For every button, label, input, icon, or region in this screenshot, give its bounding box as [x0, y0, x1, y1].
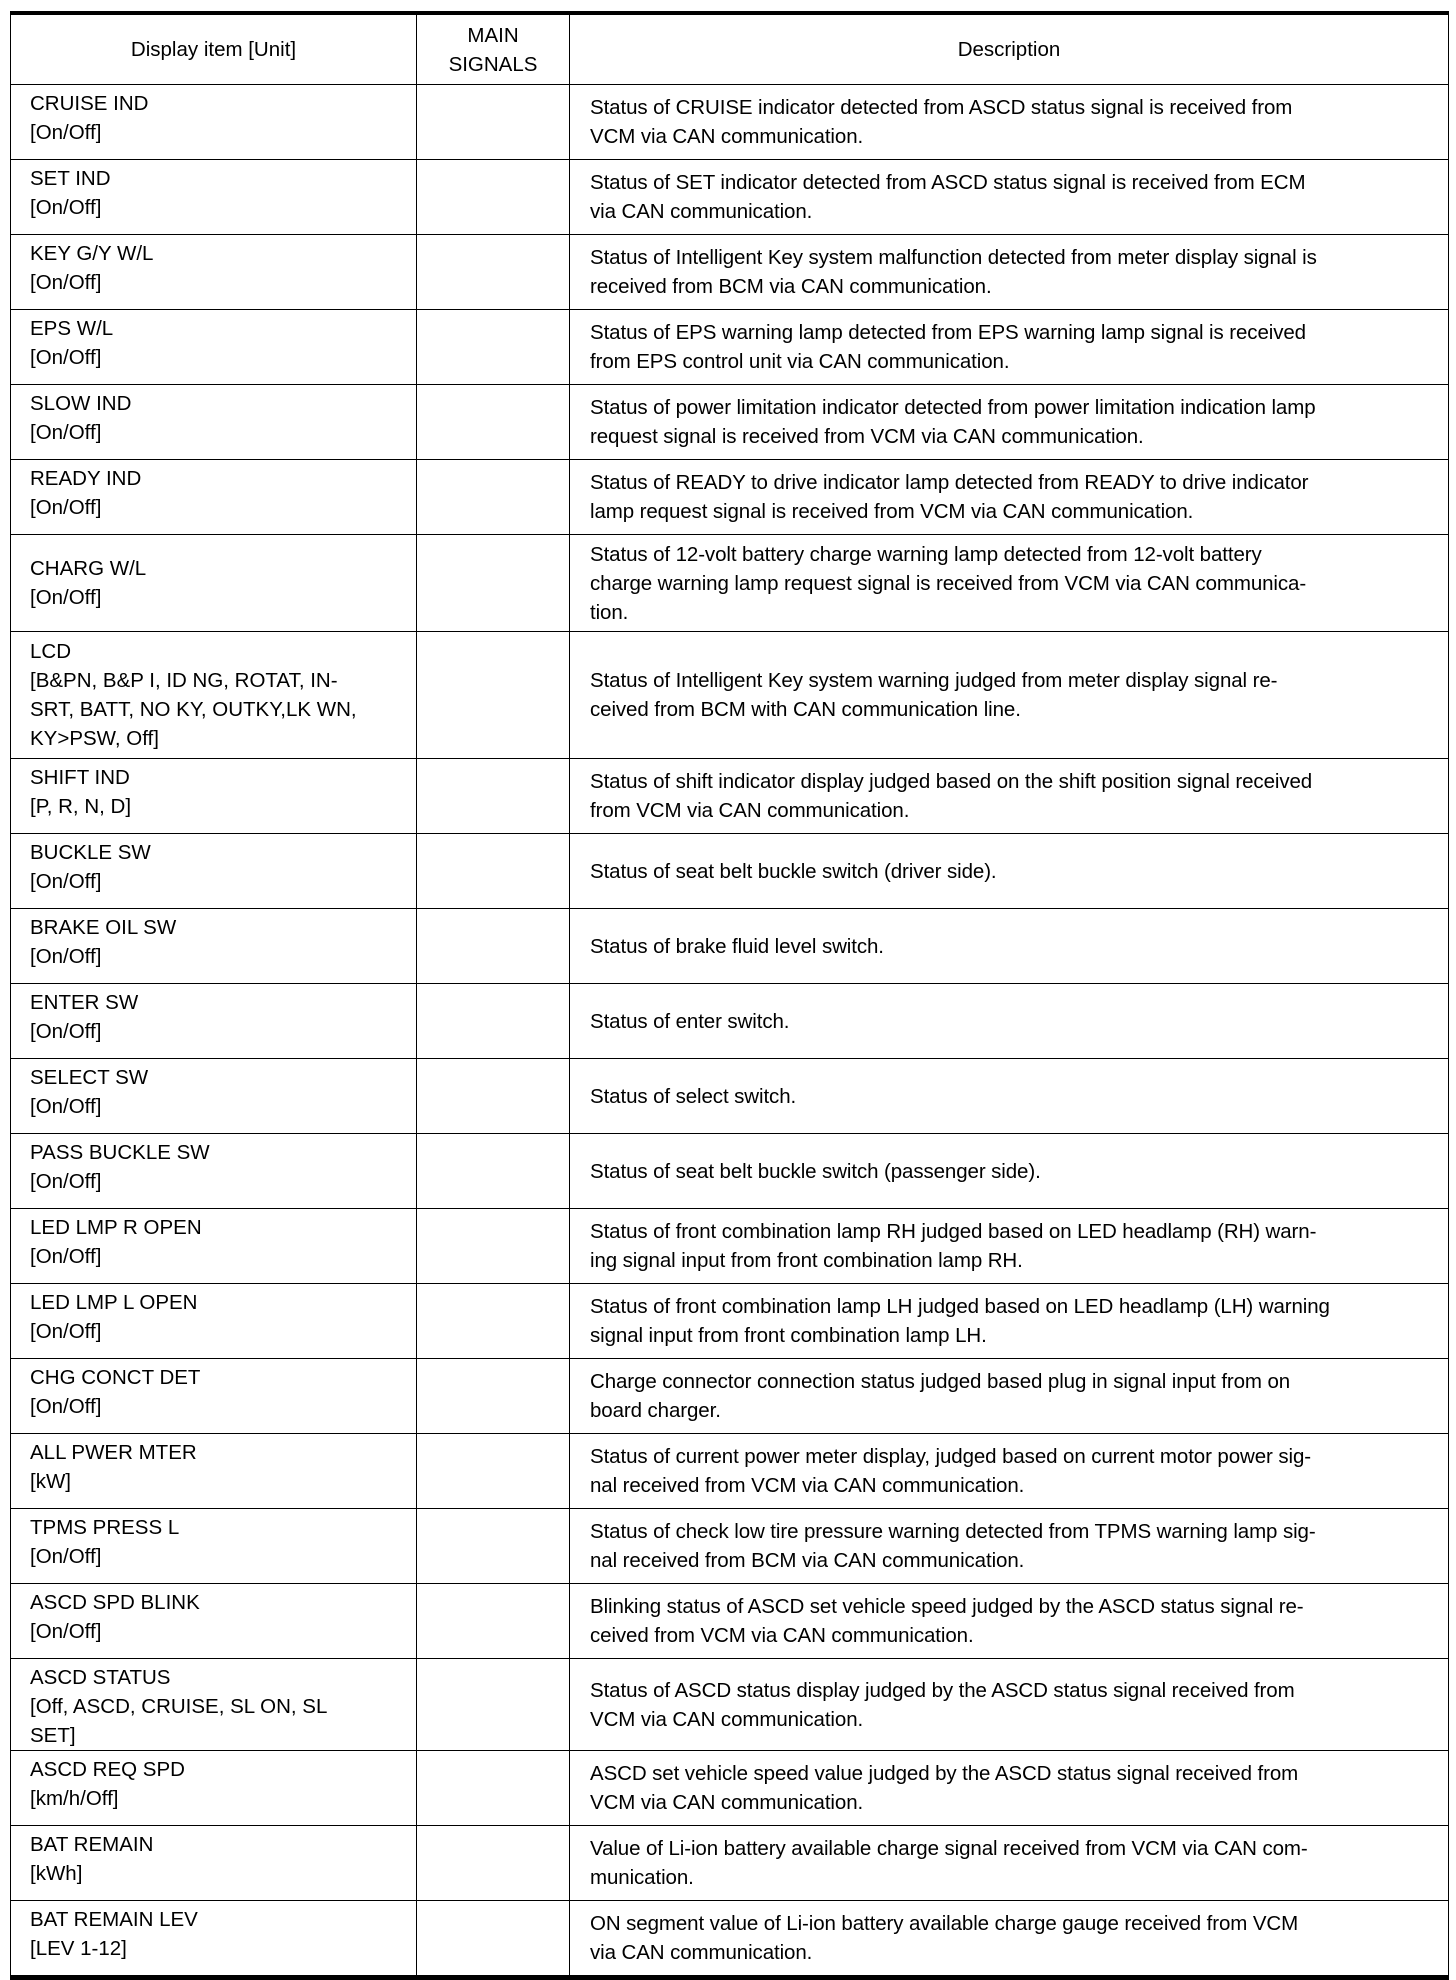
description-cell: Value of Li-ion battery available charge signal received from VCM via CAN com- munication.	[570, 1826, 1449, 1901]
table-header-row	[11, 13, 1449, 85]
header-description: Description	[570, 13, 1449, 85]
display-item-cell: LCD [B&PN, B&P I, ID NG, ROTAT, IN- SRT, BATT, NO KY, OUTKY,LK WN, KY>PSW, Off]	[11, 632, 417, 759]
description-cell: Status of Intelligent Key system malfunction detected from meter display signal is received from BCM via CAN communication.	[570, 235, 1449, 310]
table-row	[11, 1751, 1449, 1826]
main-signals-cell	[417, 535, 570, 632]
description-cell: ASCD set vehicle speed value judged by the ASCD status signal received from VCM via CAN communication.	[570, 1751, 1449, 1826]
main-signals-cell	[417, 632, 570, 759]
main-signals-cell	[417, 1359, 570, 1434]
table-row	[11, 1359, 1449, 1434]
display-item-cell: TPMS PRESS L [On/Off]	[11, 1509, 417, 1584]
main-signals-cell	[417, 1751, 570, 1826]
display-item-cell: ASCD REQ SPD [km/h/Off]	[11, 1751, 417, 1826]
description-cell: Charge connector connection status judged based plug in signal input from on board charger.	[570, 1359, 1449, 1434]
display-item-cell: EPS W/L [On/Off]	[11, 310, 417, 385]
main-signals-cell	[417, 235, 570, 310]
description-cell: Status of enter switch.	[570, 984, 1449, 1059]
table-row	[11, 834, 1449, 909]
main-signals-cell	[417, 460, 570, 535]
display-item-cell: KEY G/Y W/L [On/Off]	[11, 235, 417, 310]
table-row	[11, 1134, 1449, 1209]
table-row	[11, 1584, 1449, 1659]
description-cell: Status of ASCD status display judged by the ASCD status signal received from VCM via CAN communication.	[570, 1659, 1449, 1751]
main-signals-cell	[417, 1659, 570, 1751]
display-item-cell: ALL PWER MTER [kW]	[11, 1434, 417, 1509]
display-item-cell: BUCKLE SW [On/Off]	[11, 834, 417, 909]
display-item-cell: SHIFT IND [P, R, N, D]	[11, 759, 417, 834]
table-row	[11, 1509, 1449, 1584]
table-row	[11, 385, 1449, 460]
main-signals-cell	[417, 85, 570, 160]
display-item-cell: BAT REMAIN LEV [LEV 1-12]	[11, 1901, 417, 1978]
table-row	[11, 1901, 1449, 1978]
description-cell: Status of Intelligent Key system warning judged from meter display signal re- ceived from BCM with CAN communication line.	[570, 632, 1449, 759]
table-row	[11, 1434, 1449, 1509]
description-cell: Status of check low tire pressure warning detected from TPMS warning lamp sig- nal received from BCM via CAN communication.	[570, 1509, 1449, 1584]
description-cell: Status of power limitation indicator detected from power limitation indication lamp request signal is received from VCM via CAN communication.	[570, 385, 1449, 460]
table-row	[11, 235, 1449, 310]
display-item-cell: BRAKE OIL SW [On/Off]	[11, 909, 417, 984]
description-cell: Status of SET indicator detected from ASCD status signal is received from ECM via CAN communication.	[570, 160, 1449, 235]
description-cell: Status of current power meter display, judged based on current motor power sig- nal received from VCM via CAN communication.	[570, 1434, 1449, 1509]
header-main-signals: MAIN SIGNALS	[417, 13, 570, 85]
main-signals-cell	[417, 834, 570, 909]
display-item-cell: ENTER SW [On/Off]	[11, 984, 417, 1059]
display-item-cell: CHG CONCT DET [On/Off]	[11, 1359, 417, 1434]
display-item-cell: BAT REMAIN [kWh]	[11, 1826, 417, 1901]
description-cell: Status of CRUISE indicator detected from ASCD status signal is received from VCM via CAN communication.	[570, 85, 1449, 160]
table-row	[11, 1284, 1449, 1359]
description-cell: Status of READY to drive indicator lamp detected from READY to drive indicator lamp request signal is received from VCM via CAN communication.	[570, 460, 1449, 535]
description-cell: ON segment value of Li-ion battery available charge gauge received from VCM via CAN communication.	[570, 1901, 1449, 1978]
table-row	[11, 632, 1449, 759]
display-item-cell: SET IND [On/Off]	[11, 160, 417, 235]
table-row	[11, 85, 1449, 160]
table-row	[11, 310, 1449, 385]
table-row	[11, 1209, 1449, 1284]
description-cell: Status of 12-volt battery charge warning lamp detected from 12-volt battery charge warning lamp request signal is received from VCM via CAN communica- tion.	[570, 535, 1449, 632]
display-item-cell: PASS BUCKLE SW [On/Off]	[11, 1134, 417, 1209]
table-row	[11, 1826, 1449, 1901]
main-signals-cell	[417, 1284, 570, 1359]
table-row	[11, 759, 1449, 834]
main-signals-cell	[417, 1509, 570, 1584]
main-signals-cell	[417, 1059, 570, 1134]
table-row	[11, 1059, 1449, 1134]
description-cell: Status of front combination lamp LH judged based on LED headlamp (LH) warning signal input from front combination lamp LH.	[570, 1284, 1449, 1359]
description-cell: Status of seat belt buckle switch (passenger side).	[570, 1134, 1449, 1209]
description-cell: Status of select switch.	[570, 1059, 1449, 1134]
main-signals-cell	[417, 385, 570, 460]
display-item-cell: LED LMP L OPEN [On/Off]	[11, 1284, 417, 1359]
display-item-cell: SLOW IND [On/Off]	[11, 385, 417, 460]
main-signals-cell	[417, 1584, 570, 1659]
main-signals-cell	[417, 310, 570, 385]
description-cell: Status of EPS warning lamp detected from EPS warning lamp signal is received from EPS control unit via CAN communication.	[570, 310, 1449, 385]
display-items-table	[10, 11, 1449, 1980]
main-signals-cell	[417, 759, 570, 834]
table-row	[11, 909, 1449, 984]
description-cell: Blinking status of ASCD set vehicle speed judged by the ASCD status signal re- ceived from VCM via CAN communication.	[570, 1584, 1449, 1659]
table-row	[11, 984, 1449, 1059]
display-item-cell: CHARG W/L [On/Off]	[11, 535, 417, 632]
main-signals-cell	[417, 909, 570, 984]
main-signals-cell	[417, 1826, 570, 1901]
header-display-item: Display item [Unit]	[11, 13, 417, 85]
display-item-cell: LED LMP R OPEN [On/Off]	[11, 1209, 417, 1284]
table-row	[11, 535, 1449, 632]
description-cell: Status of shift indicator display judged based on the shift position signal received from VCM via CAN communication.	[570, 759, 1449, 834]
table-row	[11, 160, 1449, 235]
display-item-cell: ASCD STATUS [Off, ASCD, CRUISE, SL ON, SL SET]	[11, 1659, 417, 1751]
main-signals-cell	[417, 1901, 570, 1978]
main-signals-cell	[417, 1134, 570, 1209]
description-cell: Status of brake fluid level switch.	[570, 909, 1449, 984]
display-item-cell: CRUISE IND [On/Off]	[11, 85, 417, 160]
display-item-cell: READY IND [On/Off]	[11, 460, 417, 535]
display-item-cell: ASCD SPD BLINK [On/Off]	[11, 1584, 417, 1659]
main-signals-cell	[417, 1434, 570, 1509]
display-item-cell: SELECT SW [On/Off]	[11, 1059, 417, 1134]
table-row	[11, 460, 1449, 535]
description-cell: Status of front combination lamp RH judged based on LED headlamp (RH) warn- ing signal input from front combination lamp RH.	[570, 1209, 1449, 1284]
table-row	[11, 1659, 1449, 1751]
description-cell: Status of seat belt buckle switch (driver side).	[570, 834, 1449, 909]
main-signals-cell	[417, 984, 570, 1059]
main-signals-cell	[417, 1209, 570, 1284]
main-signals-cell	[417, 160, 570, 235]
